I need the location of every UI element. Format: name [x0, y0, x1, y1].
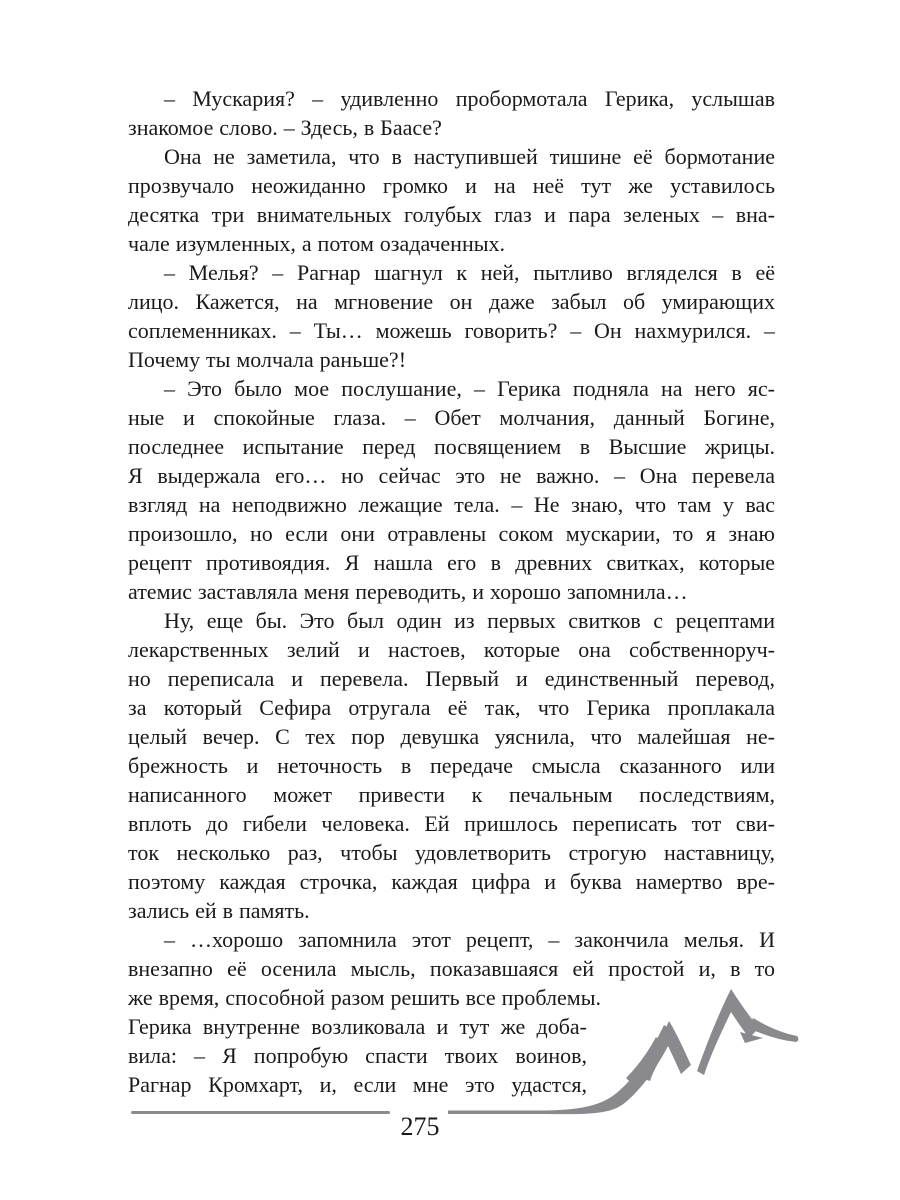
text-line: ные и спокойные глаза. – Обет молчания, данный Богине,	[128, 405, 775, 430]
text-line: произошло, но если они отравлены соком мускарии, то я знаю	[128, 521, 775, 546]
text-line: за который Сефира отругала её так, что Герика проплакала	[128, 695, 775, 720]
text-line: лицо. Кажется, на мгновение он даже забыл об умирающих	[128, 289, 775, 314]
text-line: знакомое слово. – Здесь, в Баасе?	[128, 115, 442, 140]
text-line: же время, способной разом решить все проблемы.	[128, 985, 601, 1010]
text-line: внезапно её осенила мысль, показавшаяся ей простой и, в то	[128, 956, 775, 981]
text-line: чале изумленных, а потом озадаченных.	[128, 231, 505, 256]
text-line: но переписала и перевела. Первый и единственный перевод,	[128, 666, 775, 691]
text-line: Герика внутренне возликовала и тут же доба-	[128, 1014, 587, 1039]
text-line: вила: – Я попробую спасти твоих воинов,	[128, 1043, 587, 1068]
text-line: прозвучало неожиданно громко и на неё тут же уставилось	[128, 173, 775, 198]
text-line: Я выдержала его… но сейчас это не важно. – Она перевела	[128, 463, 775, 488]
text-line: рецепт противоядия. Я нашла его в древних свитках, которые	[128, 550, 775, 575]
page-text	[128, 84, 775, 1104]
text-line: атемис заставляла меня переводить, и хорошо запомнила…	[128, 579, 688, 604]
text-line: последнее испытание перед посвящением в Высшие жрицы.	[128, 434, 775, 459]
text-line: Почему ты молчала раньше?!	[128, 347, 407, 372]
footer-rule-left	[131, 1111, 390, 1114]
text-line: – Это было мое послушание, – Герика подняла на него яс-	[164, 376, 775, 401]
text-line: Ну, еще бы. Это был один из первых свитков с рецептами	[164, 608, 775, 633]
text-line: поэтому каждая строчка, каждая цифра и буква намертво вре-	[128, 869, 775, 894]
text-line: вплоть до гибели человека. Ей пришлось переписать тот сви-	[128, 811, 775, 836]
text-line: Она не заметила, что в наступившей тишине её бормотание	[164, 144, 775, 169]
text-line: – …хорошо запомнила этот рецепт, – закончила мелья. И	[164, 927, 775, 952]
text-line: брежность и неточность в передаче смысла сказанного или	[128, 753, 775, 778]
text-line: – Мускария? – удивленно пробормотала Герика, услышав	[164, 86, 775, 111]
text-line: лекарственных зелий и настоев, которые она собственноруч-	[128, 637, 775, 662]
text-line: десятка три внимательных голубых глаз и пара зеленых – вна-	[128, 202, 775, 227]
text-line: соплеменниках. – Ты… можешь говорить? – Он нахмурился. –	[128, 318, 775, 343]
text-line: взгляд на неподвижно лежащие тела. – Не знаю, что там у вас	[128, 492, 775, 517]
mountain-art	[440, 975, 810, 1120]
text-line: Рагнар Кромхарт, и, если мне это удастся,	[128, 1072, 587, 1097]
text-line: ток несколько раз, чтобы удовлетворить строгую наставницу,	[128, 840, 775, 865]
text-line: зались ей в память.	[128, 898, 310, 923]
text-line: целый вечер. С тех пор девушка уяснила, что малейшая не-	[128, 724, 775, 749]
page-number: 275	[400, 1112, 440, 1141]
mountain-icon	[440, 975, 810, 1120]
text-line: – Мелья? – Рагнар шагнул к ней, пытливо вгляделся в её	[164, 260, 775, 285]
text-line: написанного может привести к печальным последствиям,	[128, 782, 775, 807]
